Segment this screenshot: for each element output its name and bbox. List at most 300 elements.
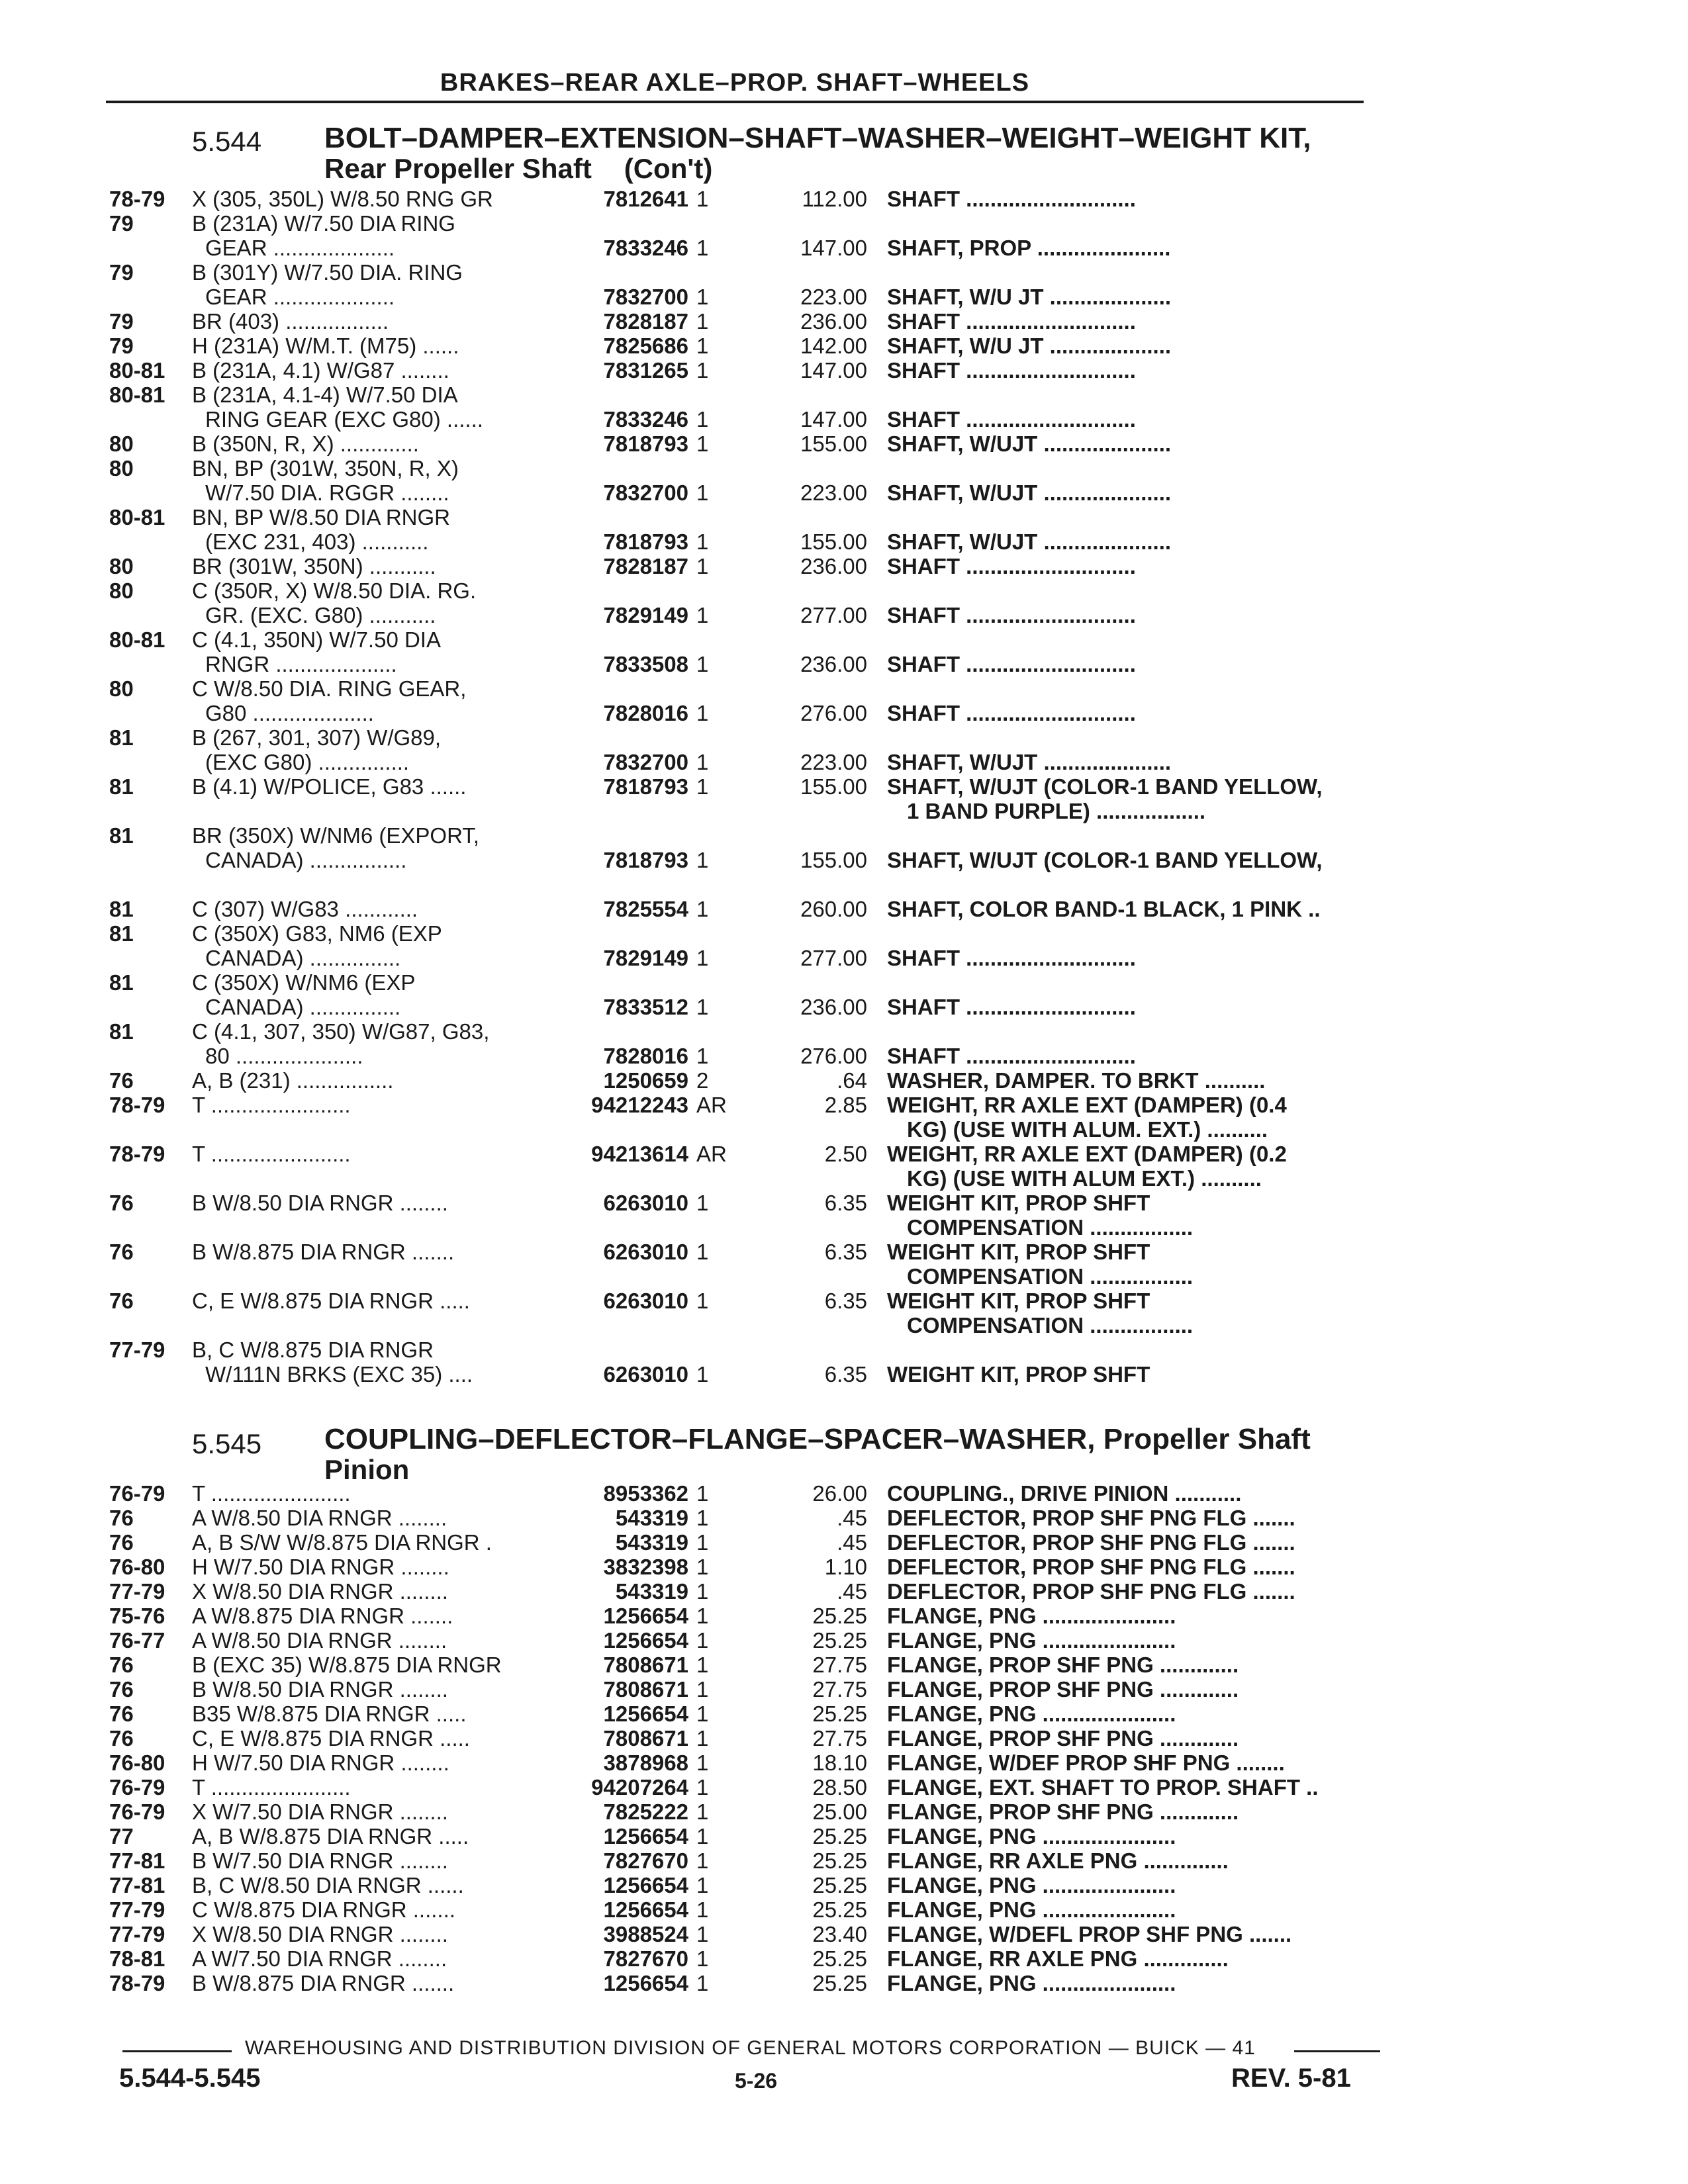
row-part-number: 7833512 xyxy=(603,995,688,1019)
row-year: 80 xyxy=(109,432,134,456)
row-year: 78-79 xyxy=(109,1971,165,1995)
row-description: C (350X) G83, NM6 (EXP xyxy=(192,921,442,946)
row-price: 223.00 xyxy=(800,480,867,505)
row-part-name: DEFLECTOR, PROP SHF PNG FLG ....... xyxy=(887,1555,1295,1579)
row-quantity: 1 xyxy=(696,946,709,970)
row-quantity: 1 xyxy=(696,1481,709,1506)
row-quantity: 1 xyxy=(696,1191,709,1215)
row-part-name: FLANGE, W/DEFL PROP SHF PNG ....... xyxy=(887,1922,1292,1946)
row-part-name: COMPENSATION ................. xyxy=(907,1215,1194,1240)
row-price: 277.00 xyxy=(800,603,867,627)
row-description: BN, BP W/8.50 DIA RNGR xyxy=(192,505,451,529)
row-part-number: 7808671 xyxy=(603,1677,688,1702)
row-part-number: 7808671 xyxy=(603,1726,688,1751)
row-description: A W/7.50 DIA RNGR ........ xyxy=(192,1946,447,1971)
row-description: GR. (EXC. G80) ........... xyxy=(205,603,436,627)
row-part-number: 7829149 xyxy=(603,946,688,970)
row-description: BR (403) ................. xyxy=(192,309,389,334)
row-part-name: FLANGE, PNG ...................... xyxy=(887,1971,1176,1995)
row-part-number: 7825686 xyxy=(603,334,688,358)
row-quantity: 1 xyxy=(696,1240,709,1264)
row-part-number: 94213614 xyxy=(591,1142,688,1166)
row-price: 236.00 xyxy=(800,309,867,334)
row-year: 76-79 xyxy=(109,1481,165,1506)
row-description: B (267, 301, 307) W/G89, xyxy=(192,725,442,750)
section-title-text: COUPLING–DEFLECTOR–FLANGE–SPACER–WASHER, xyxy=(324,1423,1096,1455)
row-description: C, E W/8.875 DIA RNGR ..... xyxy=(192,1726,470,1751)
row-part-number: 543319 xyxy=(615,1506,688,1530)
row-price: 112.00 xyxy=(802,187,867,211)
row-part-name: COMPENSATION ................. xyxy=(907,1313,1194,1338)
row-part-name: FLANGE, PNG ...................... xyxy=(887,1628,1176,1653)
row-price: 155.00 xyxy=(800,432,867,456)
row-part-name: FLANGE, W/DEF PROP SHF PNG ........ xyxy=(887,1751,1285,1775)
row-price: .45 xyxy=(837,1579,867,1604)
row-description: B, C W/8.875 DIA RNGR xyxy=(192,1338,434,1362)
row-description: B (231A, 4.1) W/G87 ........ xyxy=(192,358,449,383)
row-quantity: 1 xyxy=(696,529,709,554)
section-subtitle-suffix: (Con't) xyxy=(624,153,713,184)
row-quantity: 1 xyxy=(696,480,709,505)
row-part-number: 7829149 xyxy=(603,603,688,627)
row-year: 79 xyxy=(109,309,134,334)
row-quantity: 1 xyxy=(696,1628,709,1653)
row-quantity: 1 xyxy=(696,995,709,1019)
row-part-name: FLANGE, PNG ...................... xyxy=(887,1824,1176,1848)
section-title-text: BOLT–DAMPER–EXTENSION–SHAFT–WASHER–WEIGHT–WEIGHT KIT, xyxy=(324,122,1311,154)
row-price: 277.00 xyxy=(800,946,867,970)
row-price: 147.00 xyxy=(800,358,867,383)
row-price: 25.25 xyxy=(812,1604,867,1628)
row-description: A W/8.875 DIA RNGR ....... xyxy=(192,1604,453,1628)
row-quantity: 1 xyxy=(696,407,709,432)
row-part-name: SHAFT ............................ xyxy=(887,309,1136,334)
row-quantity: 1 xyxy=(696,1848,709,1873)
row-description: T ....................... xyxy=(192,1775,351,1799)
row-part-name: SHAFT, W/UJT ..................... xyxy=(887,432,1172,456)
row-price: .45 xyxy=(837,1530,867,1555)
row-description: B (350N, R, X) ............. xyxy=(192,432,419,456)
row-description: 80 ..................... xyxy=(205,1044,363,1068)
row-year: 81 xyxy=(109,1019,134,1044)
row-part-name: WEIGHT KIT, PROP SHFT xyxy=(887,1240,1150,1264)
row-year: 76 xyxy=(109,1068,134,1093)
row-part-name: KG) (USE WITH ALUM EXT.) .......... xyxy=(907,1166,1262,1191)
row-part-number: 6263010 xyxy=(603,1289,688,1313)
row-price: 142.00 xyxy=(800,334,867,358)
row-quantity: 1 xyxy=(696,848,709,872)
row-part-name: SHAFT ............................ xyxy=(887,407,1136,432)
row-year: 79 xyxy=(109,260,134,285)
row-price: 25.25 xyxy=(812,1628,867,1653)
row-part-name: SHAFT ............................ xyxy=(887,946,1136,970)
row-description: W/111N BRKS (EXC 35) .... xyxy=(205,1362,473,1387)
row-year: 76 xyxy=(109,1506,134,1530)
row-part-number: 7818793 xyxy=(603,774,688,799)
row-part-name: COMPENSATION ................. xyxy=(907,1264,1194,1289)
row-part-name: SHAFT ............................ xyxy=(887,358,1136,383)
row-description: A, B W/8.875 DIA RNGR ..... xyxy=(192,1824,469,1848)
row-description: GEAR .................... xyxy=(205,285,395,309)
row-description: B (EXC 35) W/8.875 DIA RNGR xyxy=(192,1653,502,1677)
section-title xyxy=(324,1424,1311,1485)
row-part-name: SHAFT, W/UJT (COLOR-1 BAND YELLOW, xyxy=(887,774,1323,799)
row-quantity: 1 xyxy=(696,1824,709,1848)
row-description: H (231A) W/M.T. (M75) ...... xyxy=(192,334,459,358)
row-year: 80 xyxy=(109,554,134,578)
row-part-name: SHAFT, W/UJT ..................... xyxy=(887,529,1172,554)
row-description: X W/8.50 DIA RNGR ........ xyxy=(192,1922,448,1946)
row-description: B W/8.50 DIA RNGR ........ xyxy=(192,1677,448,1702)
row-part-name: WEIGHT KIT, PROP SHFT xyxy=(887,1289,1150,1313)
row-quantity: 1 xyxy=(696,1799,709,1824)
row-quantity: 1 xyxy=(696,1971,709,1995)
row-part-name: WEIGHT, RR AXLE EXT (DAMPER) (0.2 xyxy=(887,1142,1287,1166)
row-part-number: 1250659 xyxy=(603,1068,688,1093)
row-year: 81 xyxy=(109,921,134,946)
row-quantity: AR xyxy=(696,1093,727,1117)
row-part-name: SHAFT ............................ xyxy=(887,995,1136,1019)
row-description: A, B (231) ................ xyxy=(192,1068,394,1093)
row-quantity: 1 xyxy=(696,1362,709,1387)
row-year: 76 xyxy=(109,1289,134,1313)
row-year: 80 xyxy=(109,578,134,603)
row-quantity: 1 xyxy=(696,1946,709,1971)
row-part-number: 3988524 xyxy=(603,1922,688,1946)
row-quantity: 1 xyxy=(696,1922,709,1946)
row-price: 6.35 xyxy=(824,1362,867,1387)
row-quantity: 1 xyxy=(696,1677,709,1702)
row-year: 75-76 xyxy=(109,1604,165,1628)
row-part-name: FLANGE, PROP SHF PNG ............. xyxy=(887,1677,1239,1702)
row-description: B35 W/8.875 DIA RNGR ..... xyxy=(192,1702,467,1726)
row-description: X W/8.50 DIA RNGR ........ xyxy=(192,1579,448,1604)
row-quantity: 1 xyxy=(696,285,709,309)
footer-text: WAREHOUSING AND DISTRIBUTION DIVISION OF GENERAL MOTORS CORPORATION — BUICK — 41 xyxy=(245,2037,1256,2059)
row-quantity: 1 xyxy=(696,1653,709,1677)
row-quantity: 1 xyxy=(696,701,709,725)
row-quantity: 1 xyxy=(696,750,709,774)
row-year: 77-79 xyxy=(109,1338,165,1362)
row-part-name: FLANGE, PROP SHF PNG ............. xyxy=(887,1799,1239,1824)
row-description: CANADA) ............... xyxy=(205,995,401,1019)
row-part-name: FLANGE, PNG ...................... xyxy=(887,1702,1176,1726)
row-description: C W/8.50 DIA. RING GEAR, xyxy=(192,676,467,701)
row-quantity: 1 xyxy=(696,1289,709,1313)
section-title-suffix: Propeller Shaft xyxy=(1103,1423,1311,1455)
row-quantity: 1 xyxy=(696,1044,709,1068)
row-description: GEAR .................... xyxy=(205,236,395,260)
row-description: BR (350X) W/NM6 (EXPORT, xyxy=(192,823,479,848)
row-part-name: DEFLECTOR, PROP SHF PNG FLG ....... xyxy=(887,1579,1295,1604)
row-part-name: FLANGE, RR AXLE PNG .............. xyxy=(887,1848,1229,1873)
row-quantity: 1 xyxy=(696,1751,709,1775)
row-price: 25.25 xyxy=(812,1971,867,1995)
row-price: 6.35 xyxy=(824,1289,867,1313)
row-part-number: 94207264 xyxy=(591,1775,688,1799)
row-quantity: 1 xyxy=(696,652,709,676)
row-part-name: FLANGE, RR AXLE PNG .............. xyxy=(887,1946,1229,1971)
row-price: 25.00 xyxy=(812,1799,867,1824)
row-part-number: 1256654 xyxy=(603,1897,688,1922)
row-description: C (307) W/G83 ............ xyxy=(192,897,418,921)
row-part-number: 7833246 xyxy=(603,407,688,432)
row-part-number: 543319 xyxy=(615,1579,688,1604)
row-description: CANADA) ............... xyxy=(205,946,401,970)
row-part-name: SHAFT ............................ xyxy=(887,603,1136,627)
row-description: T ....................... xyxy=(192,1093,351,1117)
row-price: 223.00 xyxy=(800,285,867,309)
row-description: RNGR .................... xyxy=(205,652,397,676)
row-quantity: AR xyxy=(696,1142,727,1166)
row-part-name: DEFLECTOR, PROP SHF PNG FLG ....... xyxy=(887,1506,1295,1530)
row-description: B W/8.50 DIA RNGR ........ xyxy=(192,1191,448,1215)
row-price: 28.50 xyxy=(812,1775,867,1799)
footer-revision: REV. 5-81 xyxy=(1231,2064,1351,2093)
row-price: 25.25 xyxy=(812,1946,867,1971)
row-part-name: KG) (USE WITH ALUM. EXT.) .......... xyxy=(907,1117,1268,1142)
row-part-number: 7833246 xyxy=(603,236,688,260)
row-part-name: WEIGHT, RR AXLE EXT (DAMPER) (0.4 xyxy=(887,1093,1287,1117)
row-description: B (231A, 4.1-4) W/7.50 DIA xyxy=(192,383,458,407)
row-price: 6.35 xyxy=(824,1191,867,1215)
row-price: 27.75 xyxy=(812,1653,867,1677)
row-part-number: 8953362 xyxy=(603,1481,688,1506)
row-description: X W/7.50 DIA RNGR ........ xyxy=(192,1799,448,1824)
row-price: 27.75 xyxy=(812,1677,867,1702)
row-part-number: 7833508 xyxy=(603,652,688,676)
row-part-name: SHAFT ............................ xyxy=(887,701,1136,725)
row-part-number: 7832700 xyxy=(603,285,688,309)
row-part-name: WASHER, DAMPER. TO BRKT .......... xyxy=(887,1068,1266,1093)
row-quantity: 2 xyxy=(696,1068,709,1093)
row-description: X (305, 350L) W/8.50 RNG GR xyxy=(192,187,493,211)
row-description: C, E W/8.875 DIA RNGR ..... xyxy=(192,1289,470,1313)
row-year: 76 xyxy=(109,1653,134,1677)
section-title xyxy=(324,123,1311,184)
row-part-number: 1256654 xyxy=(603,1971,688,1995)
row-description: C (4.1, 307, 350) W/G87, G83, xyxy=(192,1019,490,1044)
row-quantity: 1 xyxy=(696,358,709,383)
row-description: T ....................... xyxy=(192,1142,351,1166)
row-description: A W/8.50 DIA RNGR ........ xyxy=(192,1628,447,1653)
row-part-number: 1256654 xyxy=(603,1604,688,1628)
row-price: 147.00 xyxy=(800,236,867,260)
row-part-name: FLANGE, PNG ...................... xyxy=(887,1873,1176,1897)
row-year: 76-80 xyxy=(109,1555,165,1579)
row-part-number: 7818793 xyxy=(603,529,688,554)
row-description: C (4.1, 350N) W/7.50 DIA xyxy=(192,627,441,652)
row-part-name: SHAFT, W/UJT ..................... xyxy=(887,750,1172,774)
row-description: B W/8.875 DIA RNGR ....... xyxy=(192,1971,455,1995)
row-price: 260.00 xyxy=(800,897,867,921)
row-part-number: 7825554 xyxy=(603,897,688,921)
section-number: 5.544 xyxy=(192,126,262,157)
row-quantity: 1 xyxy=(696,1702,709,1726)
row-part-name: SHAFT, W/UJT ..................... xyxy=(887,480,1172,505)
row-part-name: SHAFT ............................ xyxy=(887,554,1136,578)
row-part-name: SHAFT ............................ xyxy=(887,652,1136,676)
row-quantity: 1 xyxy=(696,309,709,334)
row-year: 76 xyxy=(109,1726,134,1751)
row-part-number: 7831265 xyxy=(603,358,688,383)
row-part-name: SHAFT, W/U JT .................... xyxy=(887,285,1172,309)
row-price: 25.25 xyxy=(812,1702,867,1726)
row-description: T ....................... xyxy=(192,1481,351,1506)
row-quantity: 1 xyxy=(696,1555,709,1579)
row-part-number: 7812641 xyxy=(603,187,688,211)
footer-section-range: 5.544-5.545 xyxy=(119,2064,261,2093)
row-quantity: 1 xyxy=(696,603,709,627)
row-year: 80 xyxy=(109,676,134,701)
row-description: C (350X) W/NM6 (EXP xyxy=(192,970,416,995)
row-year: 76-79 xyxy=(109,1799,165,1824)
row-year: 81 xyxy=(109,897,134,921)
row-year: 78-81 xyxy=(109,1946,165,1971)
row-part-name: SHAFT, W/UJT (COLOR-1 BAND YELLOW, xyxy=(887,848,1323,872)
row-year: 80-81 xyxy=(109,627,165,652)
footer-page-number: 5-26 xyxy=(735,2069,778,2093)
header-rule xyxy=(106,101,1364,103)
row-part-number: 94212243 xyxy=(591,1093,688,1117)
row-part-number: 6263010 xyxy=(603,1240,688,1264)
row-description: B, C W/8.50 DIA RNGR ...... xyxy=(192,1873,464,1897)
row-description: BN, BP (301W, 350N, R, X) xyxy=(192,456,459,480)
row-year: 78-79 xyxy=(109,187,165,211)
row-price: 25.25 xyxy=(812,1848,867,1873)
row-year: 80-81 xyxy=(109,358,165,383)
row-description: H W/7.50 DIA RNGR ........ xyxy=(192,1751,449,1775)
row-price: 26.00 xyxy=(812,1481,867,1506)
row-part-number: 7818793 xyxy=(603,432,688,456)
row-part-number: 7832700 xyxy=(603,480,688,505)
row-year: 80-81 xyxy=(109,505,165,529)
row-part-number: 7827670 xyxy=(603,1946,688,1971)
row-part-number: 7828016 xyxy=(603,1044,688,1068)
row-part-name: FLANGE, PNG ...................... xyxy=(887,1897,1176,1922)
row-year: 79 xyxy=(109,334,134,358)
row-year: 76-77 xyxy=(109,1628,165,1653)
row-year: 76 xyxy=(109,1240,134,1264)
row-quantity: 1 xyxy=(696,1506,709,1530)
row-price: 25.25 xyxy=(812,1873,867,1897)
row-description: B (4.1) W/POLICE, G83 ...... xyxy=(192,774,467,799)
row-year: 76 xyxy=(109,1702,134,1726)
row-quantity: 1 xyxy=(696,1873,709,1897)
row-part-name: FLANGE, PROP SHF PNG ............. xyxy=(887,1726,1239,1751)
row-quantity: 1 xyxy=(696,1579,709,1604)
row-price: 6.35 xyxy=(824,1240,867,1264)
row-description: C (350R, X) W/8.50 DIA. RG. xyxy=(192,578,477,603)
row-quantity: 1 xyxy=(696,1726,709,1751)
row-part-number: 7828187 xyxy=(603,554,688,578)
row-year: 81 xyxy=(109,970,134,995)
row-part-name: SHAFT, COLOR BAND-1 BLACK, 1 PINK .. xyxy=(887,897,1321,921)
row-description: C W/8.875 DIA RNGR ....... xyxy=(192,1897,455,1922)
section-number: 5.545 xyxy=(192,1428,262,1459)
row-part-name: SHAFT ............................ xyxy=(887,1044,1136,1068)
row-year: 81 xyxy=(109,774,134,799)
row-year: 76-79 xyxy=(109,1775,165,1799)
row-price: 25.25 xyxy=(812,1824,867,1848)
row-price: 155.00 xyxy=(800,774,867,799)
row-description: B (301Y) W/7.50 DIA. RING xyxy=(192,260,463,285)
row-price: 1.10 xyxy=(824,1555,867,1579)
row-part-name: COUPLING., DRIVE PINION ........... xyxy=(887,1481,1242,1506)
row-part-number: 7828187 xyxy=(603,309,688,334)
row-description: H W/7.50 DIA RNGR ........ xyxy=(192,1555,449,1579)
row-year: 80-81 xyxy=(109,383,165,407)
row-part-number: 1256654 xyxy=(603,1628,688,1653)
row-price: 155.00 xyxy=(800,529,867,554)
row-description: B (231A) W/7.50 DIA RING xyxy=(192,211,455,236)
section-subtitle: Rear Propeller Shaft xyxy=(324,153,592,184)
row-quantity: 1 xyxy=(696,1897,709,1922)
row-part-name: FLANGE, PROP SHF PNG ............. xyxy=(887,1653,1239,1677)
row-part-number: 1256654 xyxy=(603,1873,688,1897)
row-part-name: SHAFT ............................ xyxy=(887,187,1136,211)
row-year: 76 xyxy=(109,1191,134,1215)
row-year: 80 xyxy=(109,456,134,480)
row-year: 77-79 xyxy=(109,1897,165,1922)
row-part-name: SHAFT, W/U JT .................... xyxy=(887,334,1172,358)
footer-rule-left xyxy=(122,2050,232,2052)
row-quantity: 1 xyxy=(696,187,709,211)
row-part-name: 1 BAND PURPLE) .................. xyxy=(907,799,1206,823)
row-part-number: 1256654 xyxy=(603,1702,688,1726)
row-quantity: 1 xyxy=(696,554,709,578)
row-year: 76-80 xyxy=(109,1751,165,1775)
row-quantity: 1 xyxy=(696,334,709,358)
row-price: 2.85 xyxy=(824,1093,867,1117)
row-year: 78-79 xyxy=(109,1142,165,1166)
row-quantity: 1 xyxy=(696,1775,709,1799)
row-quantity: 1 xyxy=(696,1530,709,1555)
row-price: .45 xyxy=(837,1506,867,1530)
row-description: (EXC G80) ............... xyxy=(205,750,410,774)
row-year: 76 xyxy=(109,1530,134,1555)
row-quantity: 1 xyxy=(696,432,709,456)
row-price: 27.75 xyxy=(812,1726,867,1751)
row-part-number: 7808671 xyxy=(603,1653,688,1677)
row-price: 155.00 xyxy=(800,848,867,872)
row-description: W/7.50 DIA. RGGR ........ xyxy=(205,480,449,505)
row-quantity: 1 xyxy=(696,774,709,799)
row-part-number: 7832700 xyxy=(603,750,688,774)
row-part-name: FLANGE, EXT. SHAFT TO PROP. SHAFT .. xyxy=(887,1775,1319,1799)
row-price: 276.00 xyxy=(800,701,867,725)
row-part-name: WEIGHT KIT, PROP SHFT xyxy=(887,1362,1150,1387)
row-part-number: 1256654 xyxy=(603,1824,688,1848)
row-price: 276.00 xyxy=(800,1044,867,1068)
row-year: 77-81 xyxy=(109,1848,165,1873)
row-part-name: DEFLECTOR, PROP SHF PNG FLG ....... xyxy=(887,1530,1295,1555)
row-year: 78-79 xyxy=(109,1093,165,1117)
row-part-number: 6263010 xyxy=(603,1362,688,1387)
row-year: 77-79 xyxy=(109,1922,165,1946)
row-part-name: SHAFT, PROP ...................... xyxy=(887,236,1171,260)
row-quantity: 1 xyxy=(696,236,709,260)
row-price: 25.25 xyxy=(812,1897,867,1922)
row-quantity: 1 xyxy=(696,1604,709,1628)
row-description: B W/8.875 DIA RNGR ....... xyxy=(192,1240,455,1264)
row-description: BR (301W, 350N) ........... xyxy=(192,554,436,578)
row-price: .64 xyxy=(837,1068,867,1093)
page-header-title: BRAKES–REAR AXLE–PROP. SHAFT–WHEELS xyxy=(440,69,1030,97)
row-part-number: 7827670 xyxy=(603,1848,688,1873)
row-description: B W/7.50 DIA RNGR ........ xyxy=(192,1848,448,1873)
section-subtitle: Pinion xyxy=(324,1454,410,1485)
